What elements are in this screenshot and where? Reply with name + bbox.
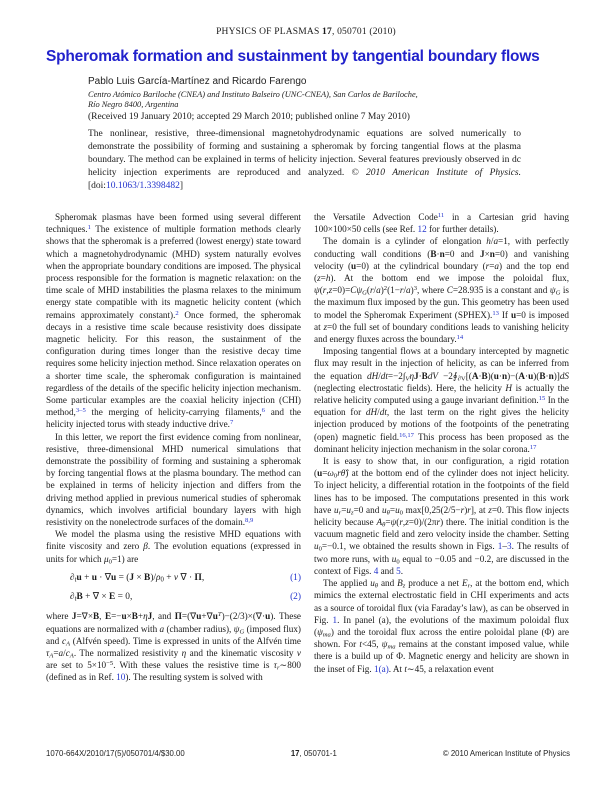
equation-2 — [46, 591, 301, 603]
para-right-5: The applied uθ and Bz produce a net Er, at the bottom end, which mimics the external electrostatic field in CHI experiments and acts as a source of toroidal flux (via Faraday’s law), as can be observed in Fig. 1. In panel (a), the evolutions of the maximum poloidal flux (ψma) and the toroidal flux across the entire poloidal plane (Φ) are shown. For t<45, ψma remains at the constant imposed value, while there is a build up of Φ. Magnetic energy and helicity are shown in the inset of Fig. 1(a). At t∼45, a relaxation event — [314, 578, 570, 674]
abstract-text: The nonlinear, resistive, three-dimensional magnetohydrodynamic equations are solved numerically to demonstrate the possibility of forming and sustaining a spheromak by forcing tangential flows at the plasma boundary. The method can be explained in terms of helicity injection. Several features previously observed in dc helicity injection experiments are reproduced and analyzed. © 2010 American Institute of Physics. [doi:10.1063/1.3398482] — [88, 129, 521, 191]
para-right-1: the Versatile Advection Code$^{11}$ in a Cartesian grid having 100×100×50 cells (see Ref. 12 for further details). — [314, 212, 569, 235]
footer-copyright: © 2010 American Institute of Physics — [442, 749, 570, 758]
journal-header: PHYSICS OF PLASMAS 17, 050701 (2010) — [216, 27, 396, 37]
para-left-4: where J=∇×B, E=−u×B+ηJ, and $\Pi=(\nabla u+\nabla u^T)-(2/3)\times(\nabla\cdot u)$. These equations are normalized with a (chamber radius), ψG (imposed flux) and cA (Alfvén speed). Time is expressed in units of the Alfvén time τA=a/cA. The normalized resistivity η and the kinematic viscosity ν are set to $5\times 10^{-5}$. With these values the resistive time is τr∼800 (defined as in Ref. 10). The resulting system is solved with — [46, 611, 302, 683]
footer — [46, 749, 570, 758]
affiliation-line-1: Centro Atómico Bariloche (CNEA) and Instituto Balseiro (UNC-CNEA), San Carlos de Bariloche, — [88, 90, 418, 99]
equation-2-formula: ∂tB + ∇ × E = 0, — [70, 592, 133, 603]
para-left-2: In this letter, we report the first evidence coming from nonlinear, resistive, three-dimensional MHD numerical simulations that demonstrate the possibility of forming and sustaining a spheromak by forcing tangential flows at the plasma boundary. The method can be explained in terms of helicity injection and differs from the driving method applied in previous numerical studies of spheromak dynamics, which involves artificial boundary layers with high resistivity on the nonelectrode surfaces of the domain.$^{8,9}$ — [46, 431, 301, 528]
left-column — [46, 211, 301, 684]
paper-title: Spheromak formation and sustainment by tangential boundary flows — [46, 48, 540, 65]
footer-issn: 1070-664X/2010/17(5)/050701/4/$30.00 — [46, 749, 185, 758]
equation-1-number: (1) — [290, 572, 301, 583]
para-right-3: Imposing tangential flows at a boundary intercepted by magnetic flux may result in the injection of helicity, as can be inferred from the equation dH/dt=−2∫VηJ·BdV −2∮∂V[(A·B)(u·n)−(A·u)(B·n)]dS (neglecting electrostatic fields). Here, the helicity H is actually the relative helicity computed using a gauge invariant definition.$^{15}$ In the equation for dH/dt, the last term on the right gives the helicity injection produced by motions of the footpoints of the penetrating (open) magnetic field.$^{16,17}$ This process has been proposed as the dominant helicity injection mechanism in the solar corona.$^{17}$ — [314, 346, 569, 454]
para-left-1: Spheromak plasmas have been formed using several different techniques.$^1$ The existence of multiple formation methods clearly shows that the spheromak is a preferred (lowest energy) state toward which a magnetohydrodynamic (MHD) system naturally evolves when the appropriate boundary conditions are imposed. The physical process responsible for the formation is magnetic relaxation: on the time scale of MHD instabilities the plasma relaxes to the minimum energy state compatible with its magnetic helicity content (which remains approximately constant).$^2$ Once formed, the spheromak decays in a resistive time scale because resistivity does dissipate magnetic helicity. For this reason, the sustainment of the configuration during times longer than the resistive decay time requires some helicity injection method. Since relaxation operates on a shorter time scale, the spheromak configuration is maintained regardless of the details of the specific helicity injection mechanism. Some particular examples are the coaxial helicity injection (CHI) method,$^{3-5}$ the merging of helicity-carrying filaments,$^6$ and the helicity injected torus with steady inductive drive.$^7$ — [46, 212, 302, 430]
equation-1-formula: ∂tu + u · ∇u = (J × B)/ρ0 + ν ∇ · Π, — [70, 572, 205, 584]
equation-1 — [46, 572, 301, 584]
affiliation-line-2: Río Negro 8400, Argentina — [88, 100, 179, 109]
affiliation — [88, 90, 418, 110]
para-left-3: We model the plasma using the resistive MHD equations with finite viscosity and zero β. The evolution equations (expressed in units for which μ0=1) are — [46, 529, 301, 566]
para-right-4: It is easy to show that, in our configuration, a rigid rotation (u=ω0rθ̂) at the bottom end of the cylinder does not inject helicity. To inject helicity, a differential rotation in the footpoints of the field lines has to be imposed. The computations presented in this work have ur=uz=0 and uθ=u0 max[0,25(2/5−r)r], at z=0. This flow injects helicity because Aθ=ψ(r,z=0)/(2πr) there. The initial condition is the vacuum magnetic field and zero velocity inside the chamber. Setting u0=−0.1, we obtained the results shown in Figs. 1–3. The results of two more runs, with u0 equal to −0.05 and −0.2, are discussed in the context of Figs. 4 and 5. — [314, 456, 569, 576]
equation-2-number: (2) — [290, 592, 301, 603]
right-column — [314, 211, 569, 684]
footer-page-number: 17, 050701-1 — [290, 749, 337, 758]
body-columns — [46, 211, 570, 684]
para-right-2: The domain is a cylinder of elongation h/a=1, with perfectly conducting wall conditions (B·n=0 and J×n=0) and vanishing velocity (u=0) at the cylindrical boundary (r=a) and the top end (z=h). At the bottom end we impose the poloidal flux, $\psi(r,z=0)=C\psi G(r/a)^2(1-r/a)^3$, where C=28.935 is a constant and ψG is the maximum flux imposed by the gun. This geometry has been used to model the Spheromak Experiment (SPHEX).$^{13}$ If u=0 is imposed at z=0 the full set of boundary conditions leads to vanishing helicity and energy fluxes across the boundary.$^{14}$ — [314, 236, 570, 345]
author-line: Pablo Luis García-Martínez and Ricardo Farengo — [88, 76, 307, 87]
received-line: (Received 19 January 2010; accepted 29 March 2010; published online 7 May 2010) — [88, 112, 410, 122]
